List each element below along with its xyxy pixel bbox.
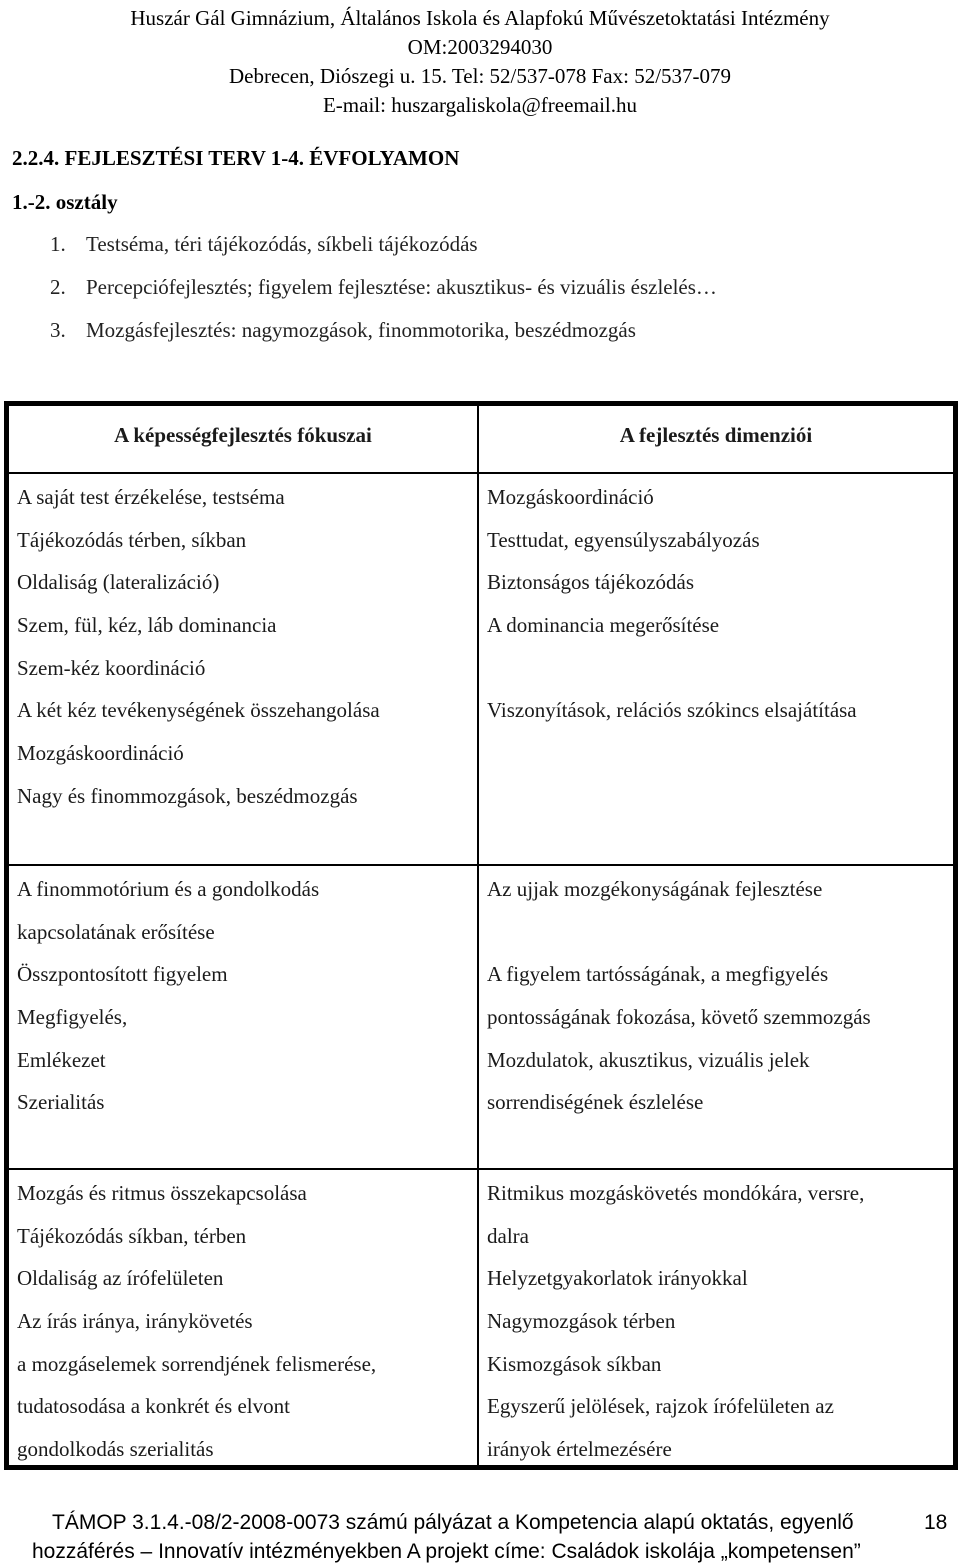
page-number: 18 bbox=[924, 1511, 948, 1534]
goal-item bbox=[50, 229, 717, 272]
cell-line: Mozdulatok, akusztikus, vizuális jelek bbox=[487, 1047, 810, 1072]
goal-text: Mozgásfejlesztés: nagymozgások, finommotorika, beszédmozgás bbox=[86, 318, 636, 342]
footer-project-line-1: TÁMOP 3.1.4.-08/2-2008-0073 számú pályázat a Kompetencia alapú oktatás, egyenlő bbox=[52, 1511, 854, 1534]
table-cell-focus bbox=[9, 474, 477, 864]
cell-line: pontosságának fokozása, követő szemmozgás bbox=[487, 1005, 871, 1030]
cell-line: tudatosodása a konkrét és elvont bbox=[17, 1394, 290, 1419]
cell-line: a mozgáselemek sorrendjének felismerése, bbox=[17, 1351, 377, 1376]
cell-line: Tájékozódás térben, síkban bbox=[17, 527, 247, 552]
grade-title: 1.-2. osztály bbox=[12, 190, 118, 214]
cell-line: Emlékezet bbox=[17, 1047, 106, 1072]
goal-text: Testséma, téri tájékozódás, síkbeli tájékozódás bbox=[86, 232, 478, 256]
cell-line: Ritmikus mozgáskövetés mondókára, versre, bbox=[487, 1181, 865, 1205]
school-email: E-mail: huszargaliskola@freemail.hu bbox=[322, 93, 637, 117]
school-address: Debrecen, Diószegi u. 15. Tel: 52/537-078 Fax: 52/537-079 bbox=[228, 64, 732, 88]
cell-line: Helyzetgyakorlatok irányokkal bbox=[487, 1266, 748, 1291]
cell-line: Biztonságos tájékozódás bbox=[487, 570, 695, 595]
school-name: Huszár Gál Gimnázium, Általános Iskola és Alapfokú Művészetoktatási Intézmény bbox=[130, 6, 830, 30]
goals-list bbox=[50, 229, 717, 358]
section-title: 2.2.4. FEJLESZTÉSI TERV 1-4. ÉVFOLYAMON bbox=[12, 146, 460, 170]
table-header-focus: A képességfejlesztés fókuszai bbox=[9, 406, 477, 472]
cell-line: Szerialitás bbox=[17, 1090, 105, 1115]
table-cell-dimensions bbox=[479, 1170, 953, 1465]
cell-line: dalra bbox=[487, 1223, 529, 1248]
cell-line: Oldaliság (lateralizáció) bbox=[17, 570, 220, 595]
table-cell-dimensions bbox=[479, 866, 953, 1168]
cell-line: A saját test érzékelése, testséma bbox=[17, 485, 285, 509]
cell-line: sorrendiségének észlelése bbox=[487, 1090, 704, 1115]
cell-line: A figyelem tartósságának, a megfigyelés bbox=[487, 962, 829, 987]
school-header bbox=[0, 4, 960, 120]
cell-line: A finommotórium és a gondolkodás bbox=[17, 877, 320, 901]
cell-line: Nagymozgások térben bbox=[487, 1309, 676, 1334]
goal-number: 1. bbox=[50, 232, 66, 256]
school-om-code: OM:2003294030 bbox=[407, 35, 553, 59]
cell-line: gondolkodás szerialitás bbox=[17, 1437, 214, 1462]
cell-line: Az írás iránya, iránykövetés bbox=[17, 1309, 253, 1334]
cell-line: Kismozgások síkban bbox=[487, 1351, 662, 1376]
goal-item bbox=[50, 272, 717, 315]
cell-line: Az ujjak mozgékonyságának fejlesztése bbox=[487, 877, 823, 901]
table-cell-focus bbox=[9, 1170, 477, 1465]
cell-line: Egyszerű jelölések, rajzok írófelületen az bbox=[487, 1394, 834, 1419]
cell-line: Szem-kéz koordináció bbox=[17, 655, 206, 680]
cell-line: Viszonyítások, relációs szókincs elsajátítása bbox=[487, 698, 857, 723]
cell-line: Mozgás és ritmus összekapcsolása bbox=[17, 1181, 307, 1205]
cell-line: Oldaliság az írófelületen bbox=[17, 1266, 224, 1291]
cell-line: kapcsolatának erősítése bbox=[17, 919, 215, 944]
cell-line: Testtudat, egyensúlyszabályozás bbox=[487, 527, 760, 552]
cell-line: Mozgáskoordináció bbox=[17, 741, 184, 766]
cell-line: Összpontosított figyelem bbox=[17, 962, 228, 987]
goal-number: 2. bbox=[50, 275, 66, 299]
cell-line: Tájékozódás síkban, térben bbox=[17, 1223, 247, 1248]
cell-line: Szem, fül, kéz, láb dominancia bbox=[17, 613, 277, 638]
cell-blank-line bbox=[487, 647, 945, 690]
goal-text: Percepciófejlesztés; figyelem fejlesztése: akusztikus- és vizuális észlelés… bbox=[86, 275, 717, 299]
cell-line: irányok értelmezésére bbox=[487, 1437, 672, 1462]
table-cell-focus bbox=[9, 866, 477, 1168]
cell-line: Mozgáskoordináció bbox=[487, 485, 654, 509]
goal-number: 3. bbox=[50, 318, 66, 342]
cell-line: A két kéz tevékenységének összehangolása bbox=[17, 698, 380, 723]
cell-line: Nagy és finommozgások, beszédmozgás bbox=[17, 783, 358, 808]
cell-blank-line bbox=[487, 911, 945, 954]
table-header-dimensions: A fejlesztés dimenziói bbox=[479, 406, 953, 472]
goal-item bbox=[50, 315, 717, 358]
footer-project-line-2: hozzáférés – Innovatív intézményekben A projekt címe: Családok iskolája „kompetensen” bbox=[32, 1540, 861, 1563]
cell-line: Megfigyelés, bbox=[17, 1005, 128, 1030]
development-plan-table bbox=[4, 401, 958, 1470]
cell-line: A dominancia megerősítése bbox=[487, 613, 720, 638]
table-cell-dimensions bbox=[479, 474, 953, 864]
